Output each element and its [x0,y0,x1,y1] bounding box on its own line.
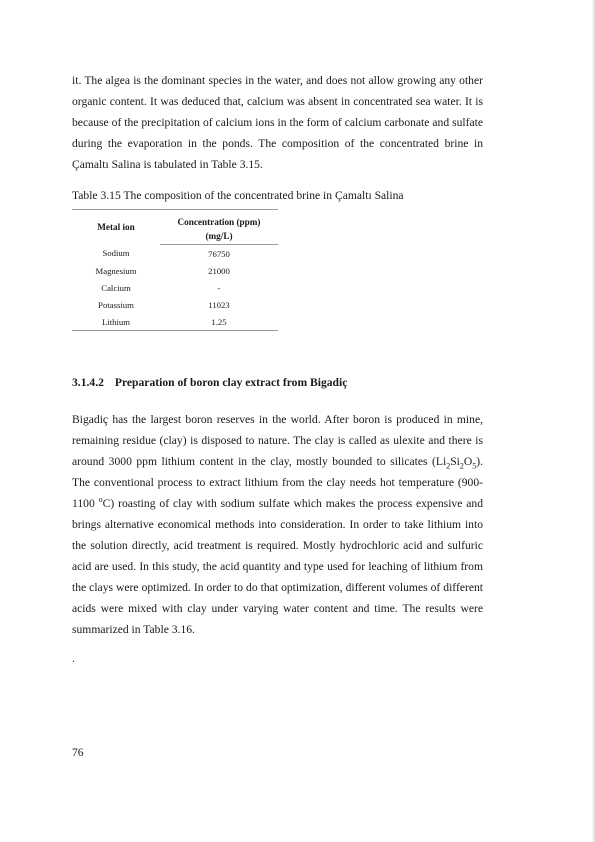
body-paragraph-2 [72,409,483,640]
subscript-si: 2 [459,461,464,471]
page-number: 76 [72,746,84,759]
section-title: Preparation of boron clay extract from Bigadiç [114,376,348,389]
body-paragraph-1: it. The algea is the dominant species in the water, and does not allow growing any other organic content. It was deduced that, calcium was absent in concentrated sea water. It is because of the precipitation of calcium ions in the form of calcium carbonate and sulfate during the evaporation in the ponds. The composition of the concentrated brine in Çamaltı Salina is tabulated in Table 3.15. [72,74,483,171]
cell-ion: Sodium [102,248,130,259]
para2-text-1: Bigadiç has the largest boron reserves in the world. After boron is produced in mine, remaining residue (clay) is disposed to nature. The clay is called as ulexite and there is around 3000 ppm lithium content in the clay, mostly bounded to silicates (Li [72,413,483,468]
header-concentration-unit: (mg/L) [160,227,278,245]
cell-ion: Lithium [72,313,160,331]
cell-ion: Magnesium [95,265,137,276]
degree-superscript: o [98,495,103,505]
cell-value: 76750 [208,248,230,259]
table-row [72,262,278,279]
section-heading [72,375,483,391]
cell-value: 21000 [208,265,230,276]
cell-value: 11023 [208,299,230,310]
para2-text-4: ). The conventional process to extract lithium from the clay needs hot temperature (900-1100 [72,455,483,510]
table-row [72,279,278,296]
page-content [72,70,483,666]
header-metal-ion: Metal ion [72,210,160,245]
subscript-li: 2 [446,461,451,471]
cell-ion: Potassium [98,299,134,310]
table-caption: Table 3.15 The composition of the concentrated brine in Çamaltı Salina [72,189,404,202]
brine-composition-table [72,209,278,331]
trailing-dot: . [72,652,75,665]
table-row [72,296,278,313]
cell-value: - [217,282,221,293]
table-row [72,313,278,331]
section-number: 3.1.4.2 [72,376,104,389]
header-concentration: Concentration (ppm) [160,210,278,228]
para2-text-3: O [463,455,473,468]
para2-text-2: Si [450,455,460,468]
subscript-o: 5 [472,461,477,471]
cell-ion: Calcium [101,282,131,293]
table-row [72,245,278,263]
para2-text-5: C) roasting of clay with sodium sulfate which makes the process expensive and brings alternative economical methods into consideration. In order to take lithium into the solution directly, acid treatment is required. Mostly hydrochloric acid and sulfuric acid are used. In this study, the acid quantity and type used for leaching of lithium from the clays were optimized. In order to do that optimization, different volumes of different acids were mixed with clay under varying water content and time. The results were summarized in Table 3.16. [72,497,483,636]
cell-value: 1.25 [160,313,278,331]
